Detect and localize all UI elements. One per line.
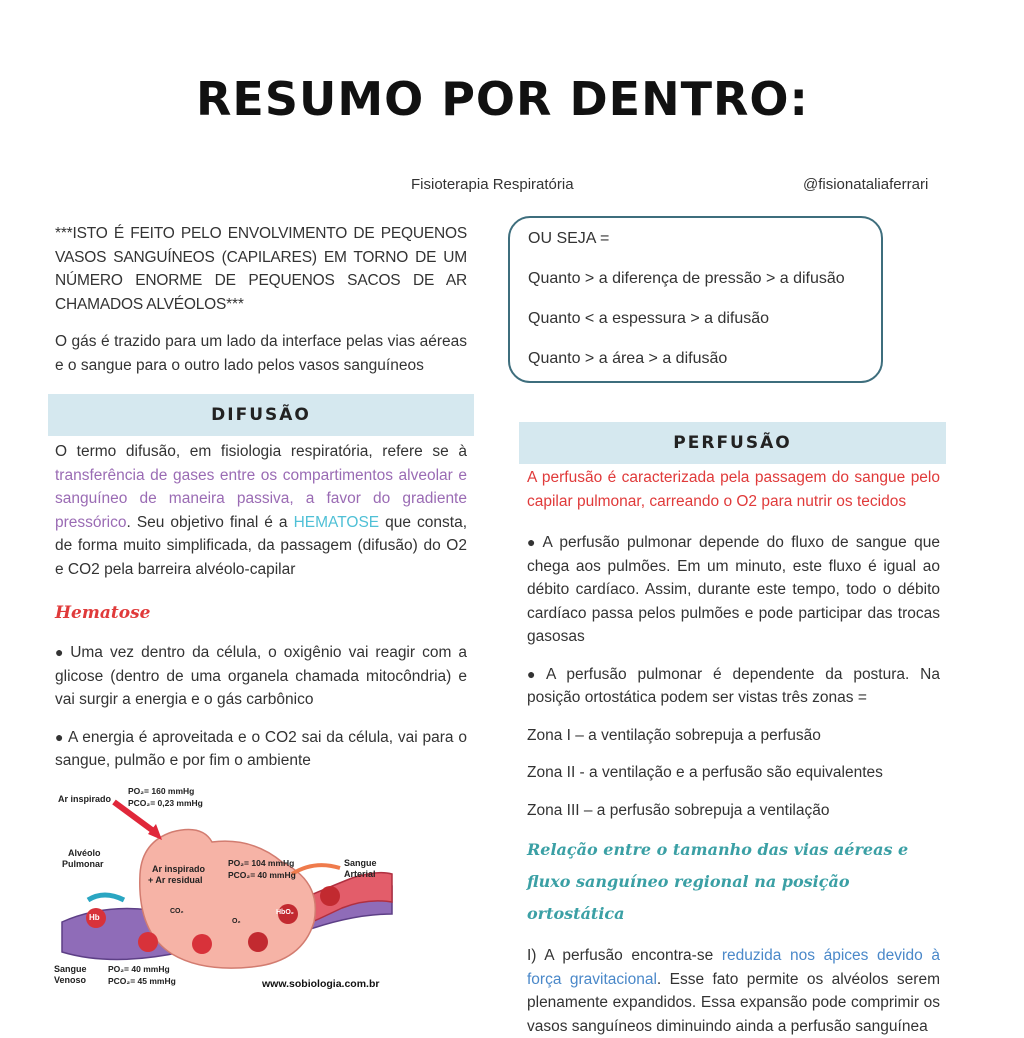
alveolus-illustration [52,782,397,992]
difusao-highlight-purple: transferência de gases entre os compartimentos alveolar e sanguíneo de maneira passiva, a favor do gradiente pressórico [55,466,467,531]
hb-cell-icon [192,934,212,954]
perfusao-definition: A perfusão é caracterizada pela passagem do sangue pelo capilar pulmonar, carreando o O2 para nutrir os tecidos [527,469,940,510]
difusao-text-2: . Seu objetivo final é a [126,513,294,531]
zona-2: Zona II - a ventilação e a perfusão são equivalentes [527,764,883,781]
label-hb: Hb [89,913,100,922]
difusao-paragraph [55,440,467,581]
flow-arrow-icon [88,895,124,900]
hematose-bullet-2 [55,726,467,773]
final-highlight: reduzida nos ápices devido à força gravitacional [527,947,940,988]
perf-bullet-2-text: A perfusão pulmonar é dependente da postura. Na posição ortostática podem ser vistas três zonas = [527,665,940,706]
bullet-icon: ● [527,665,543,682]
source-url: www.sobiologia.com.br [262,978,380,990]
bullet-icon: ● [55,644,67,660]
alveolus-sac [140,830,316,969]
alveolus-diagram [52,782,397,992]
label-po2-mid: PO₂= 104 mmHg [228,858,295,868]
hbo2-cell-icon [320,886,340,906]
label-pco2-bot: PCO₂= 45 mmHg [108,976,176,986]
zona-1: Zona I – a ventilação sobrepuja a perfusão [527,726,821,744]
perfusao-body [527,466,940,1035]
perfusao-bullet-1 [527,531,940,649]
summary-line-3: Quanto > a área > a difusão [528,350,728,367]
difusao-text-3: que consta, de forma muito simplificada, da passagem (difusão) do O2 e CO2 pela barreira alvéolo-capilar [55,513,468,578]
section-title-perfusao: PERFUSÃO [519,422,946,464]
summary-line-1: Quanto > a diferença de pressão > a difusão [528,270,845,287]
intro-paragraph: O gás é trazido para um lado da interface pelas vias aéreas e o sangue para o outro lado pelos vasos sanguíneos [55,333,467,374]
difusao-highlight-hematose: HEMATOSE [293,513,380,531]
left-column [55,222,467,377]
label-po2-top: PO₂= 160 mmHg [128,786,195,796]
label-ar-inspirado-2: Ar inspirado [152,864,206,874]
bullet-1-text: Uma vez dentro da célula, o oxigênio vai reagir com a glicose (dentro de uma organela chamada mitocôndria) e vai surgir a energia e o gás carbônico [55,644,467,708]
label-arterial: Arterial [344,869,376,879]
summary-box [508,216,883,383]
perf-bullet-1-text: A perfusão pulmonar depende do fluxo de sangue que chega aos pulmões. Em um minuto, este fluxo é igual ao débito cardíaco. Assim, durante este tempo, todo o débito cardíaco passa pelos pulmões e pode participar das trocas gasosas [527,534,940,645]
label-ar-inspirado: Ar inspirado [58,794,112,804]
hematose-title: Hematose [55,603,151,623]
hbo2-cell-icon [248,932,268,952]
final-paragraph-wrapper [527,944,940,1035]
label-venoso: Venoso [54,975,87,985]
summary-line-2: Quanto < a espessura > a difusão [528,310,770,327]
summary-line-0: OU SEJA = [528,230,610,247]
bullet-icon: ● [55,728,64,745]
section-title-difusao: DIFUSÃO [48,394,474,436]
label-po2-bot: PO₂= 40 mmHg [108,964,170,974]
label-alveolo: Alvéolo [68,848,101,858]
label-o2: O₂ [232,918,241,925]
label-ar-residual: + Ar residual [148,875,203,885]
hematose-bullet-1 [55,641,467,712]
final-paragraph [527,944,940,1038]
label-pco2-mid: PCO₂= 40 mmHg [228,870,296,880]
label-sangue-venoso: Sangue [54,964,87,974]
label-pco2-top: PCO₂= 0,23 mmHg [128,798,203,808]
relacao-title: Relação entre o tamanho das vias aéreas e fluxo sanguíneo regional na posição ortostática [527,840,909,923]
difusao-text-1: O termo difusão, em fisiologia respiratória, refere se à [55,443,467,460]
bullet-2-text: A energia é aproveitada e o CO2 sai da célula, vai para o sangue, pulmão e por fim o ambiente [55,728,467,769]
doc-header-subject: Fisioterapia Respiratória [411,176,574,193]
label-sangue-arterial: Sangue [344,858,377,868]
label-pulmonar: Pulmonar [62,859,104,869]
perfusao-bullet-2 [527,663,940,710]
caps-paragraph: ***ISTO É FEITO PELO ENVOLVIMENTO DE PEQUENOS VASOS SANGUÍNEOS (CAPILARES) EM TORNO DE UM NÚMERO ENORME DE PEQUENOS SACOS DE AR CHAMADOS ALVÉOLOS*** [55,225,467,313]
doc-header-handle: @fisionataliaferrari [803,176,929,193]
label-hbo2: HbO₂ [276,909,294,916]
final-text-1: I) A perfusão encontra-se [527,947,722,964]
final-text-2: . Esse fato permite os alvéolos serem plenamente expandidos. Essa expansão pode comprimir os vasos sanguíneos diminuindo ainda a perfusão sanguínea [527,970,940,1035]
zona-3: Zona III – a perfusão sobrepuja a ventilação [527,801,830,819]
hb-cell-icon [138,932,158,952]
label-co2: CO₂ [170,908,184,915]
main-title: RESUMO POR DENTRO: [196,72,809,126]
difusao-body [55,440,467,773]
bullet-icon: ● [527,534,539,550]
